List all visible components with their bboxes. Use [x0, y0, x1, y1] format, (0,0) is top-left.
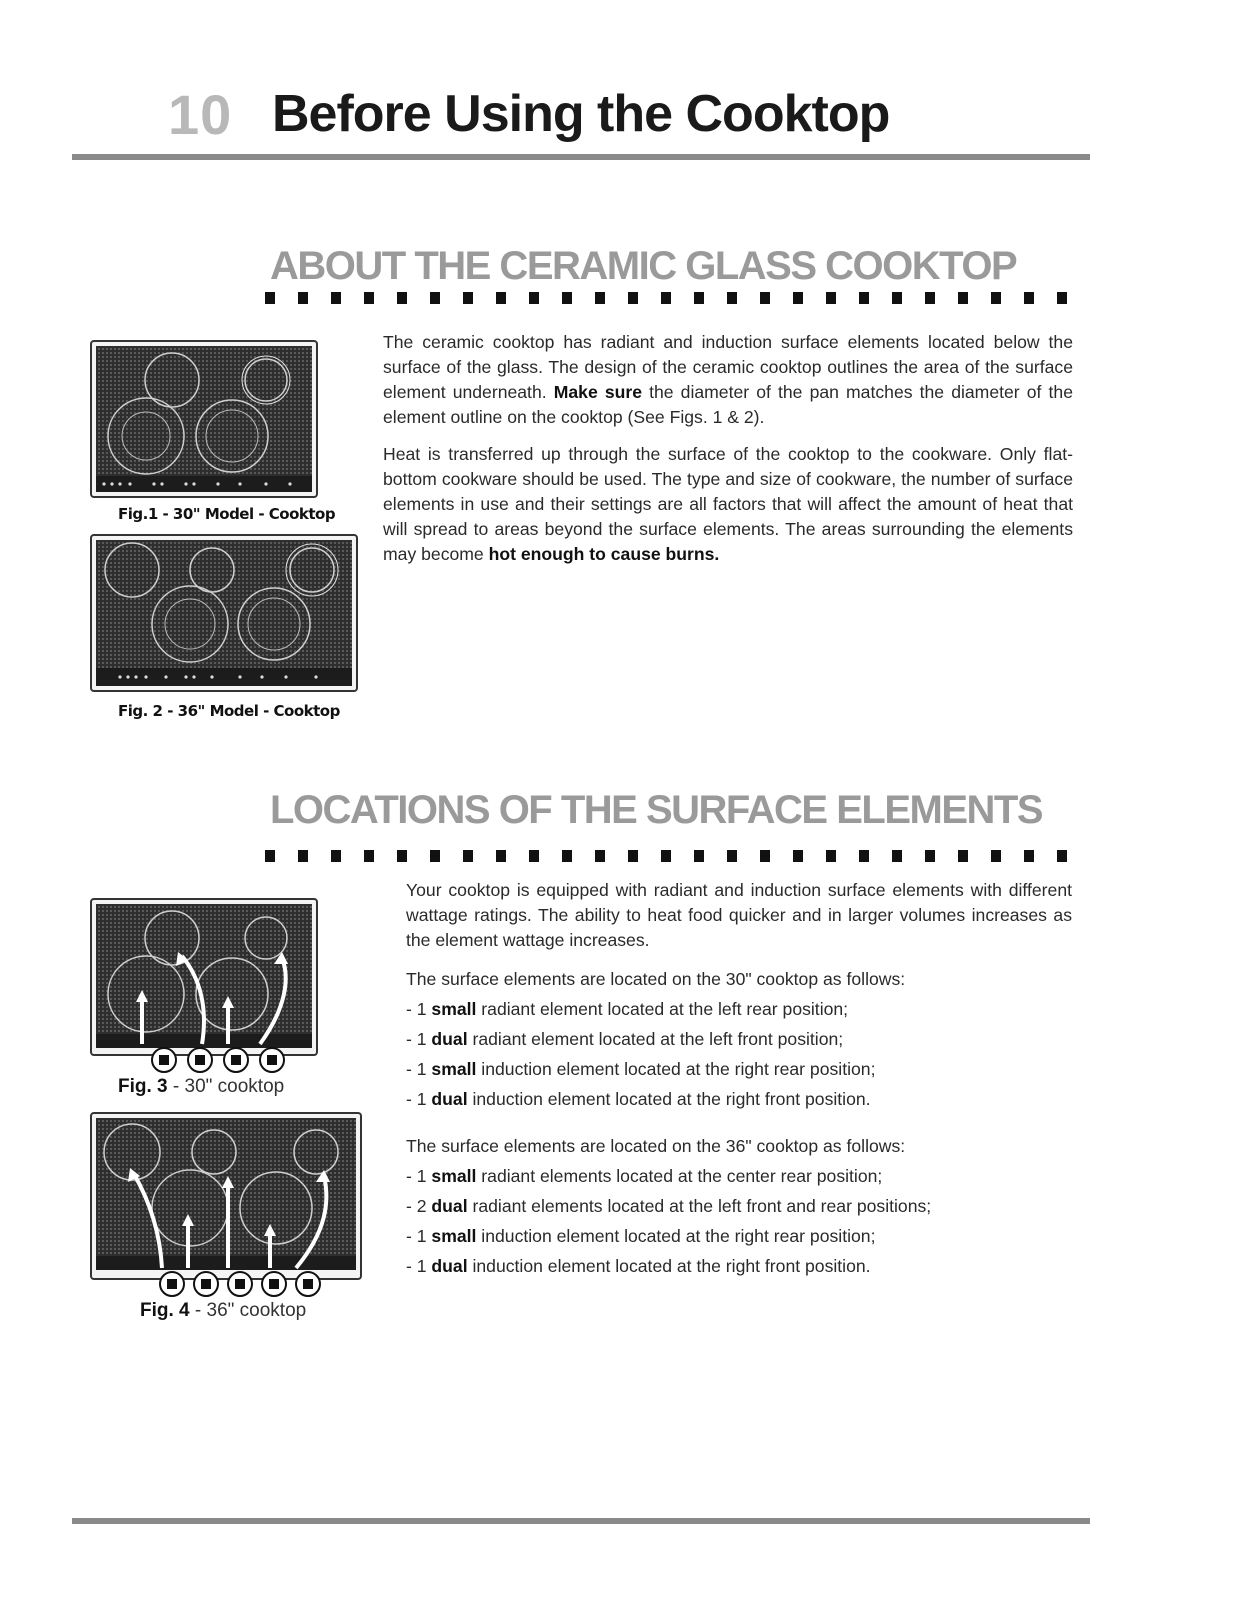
dotted-divider — [265, 292, 1075, 304]
list-36 — [406, 1164, 1072, 1279]
ceramic-paragraph-2: Heat is transferred up through the surface of the cooktop to the cookware. Only flat-bottom cookware should be used. The type and size of cookware, the number of surface elements in use and their settings are all factors that will affect the amount of heat that will spread to areas beyond the surface elements. The areas surrounding the elements may become hot enough to cause burns. — [383, 444, 1073, 564]
list-item: - 2 dual radiant elements located at the left front and rear positions; — [406, 1196, 932, 1216]
fig3-caption: Fig. 3 - 30" cooktop — [118, 1076, 285, 1097]
section1-body — [383, 330, 1073, 567]
list-36-heading: The surface elements are located on the 36" cooktop as follows: — [406, 1136, 906, 1156]
chapter-title: Before Using the Cooktop — [272, 85, 890, 143]
figure-36-model-cooktop — [90, 534, 358, 692]
fig2-caption: Fig. 2 - 36" Model - Cooktop — [118, 702, 340, 720]
list-item: - 1 small radiant elements located at the center rear position; — [406, 1166, 883, 1186]
ceramic-paragraph-1: The ceramic cooktop has radiant and induction surface elements located below the surface of the glass. The design of the ceramic cooktop outlines the area of the surface element underneath. Make sure the diameter of the pan matches the diameter of the element outline on the cooktop (See Figs. 1 & 2). — [383, 332, 1073, 427]
list-item: - 1 small induction element located at the right rear position; — [406, 1059, 876, 1079]
figure-30-model-cooktop — [90, 340, 318, 498]
fig4-caption: Fig. 4 - 36" cooktop — [140, 1300, 307, 1321]
fig1-caption: Fig.1 - 30" Model - Cooktop — [118, 505, 336, 523]
list-item: - 1 dual radiant element located at the left front position; — [406, 1029, 844, 1049]
header-divider — [72, 154, 1090, 160]
footer-divider — [72, 1518, 1090, 1524]
surface-elements-intro: Your cooktop is equipped with radiant and induction surface elements with different wattage ratings. The ability to heat food quicker and in larger volumes increases as the element wattage increases. — [406, 880, 1072, 950]
list-item: - 1 dual induction element located at the right front position. — [406, 1256, 871, 1276]
list-30 — [406, 997, 1072, 1112]
figure-4-36-cooktop — [90, 1112, 362, 1300]
dotted-divider — [265, 850, 1075, 862]
list-item: - 1 small radiant element located at the left rear position; — [406, 999, 849, 1019]
figure-3-30-cooktop — [90, 898, 318, 1074]
list-item: - 1 dual induction element located at the right front position. — [406, 1089, 871, 1109]
list-30-heading: The surface elements are located on the 30" cooktop as follows: — [406, 969, 906, 989]
chapter-number: 10 — [168, 83, 233, 146]
section-title-ceramic-glass: ABOUT THE CERAMIC GLASS COOKTOP — [270, 244, 1017, 288]
section-title-surface-elements: LOCATIONS OF THE SURFACE ELEMENTS — [270, 788, 1043, 832]
list-item: - 1 small induction element located at the right rear position; — [406, 1226, 876, 1246]
section2-body — [406, 878, 1072, 1284]
